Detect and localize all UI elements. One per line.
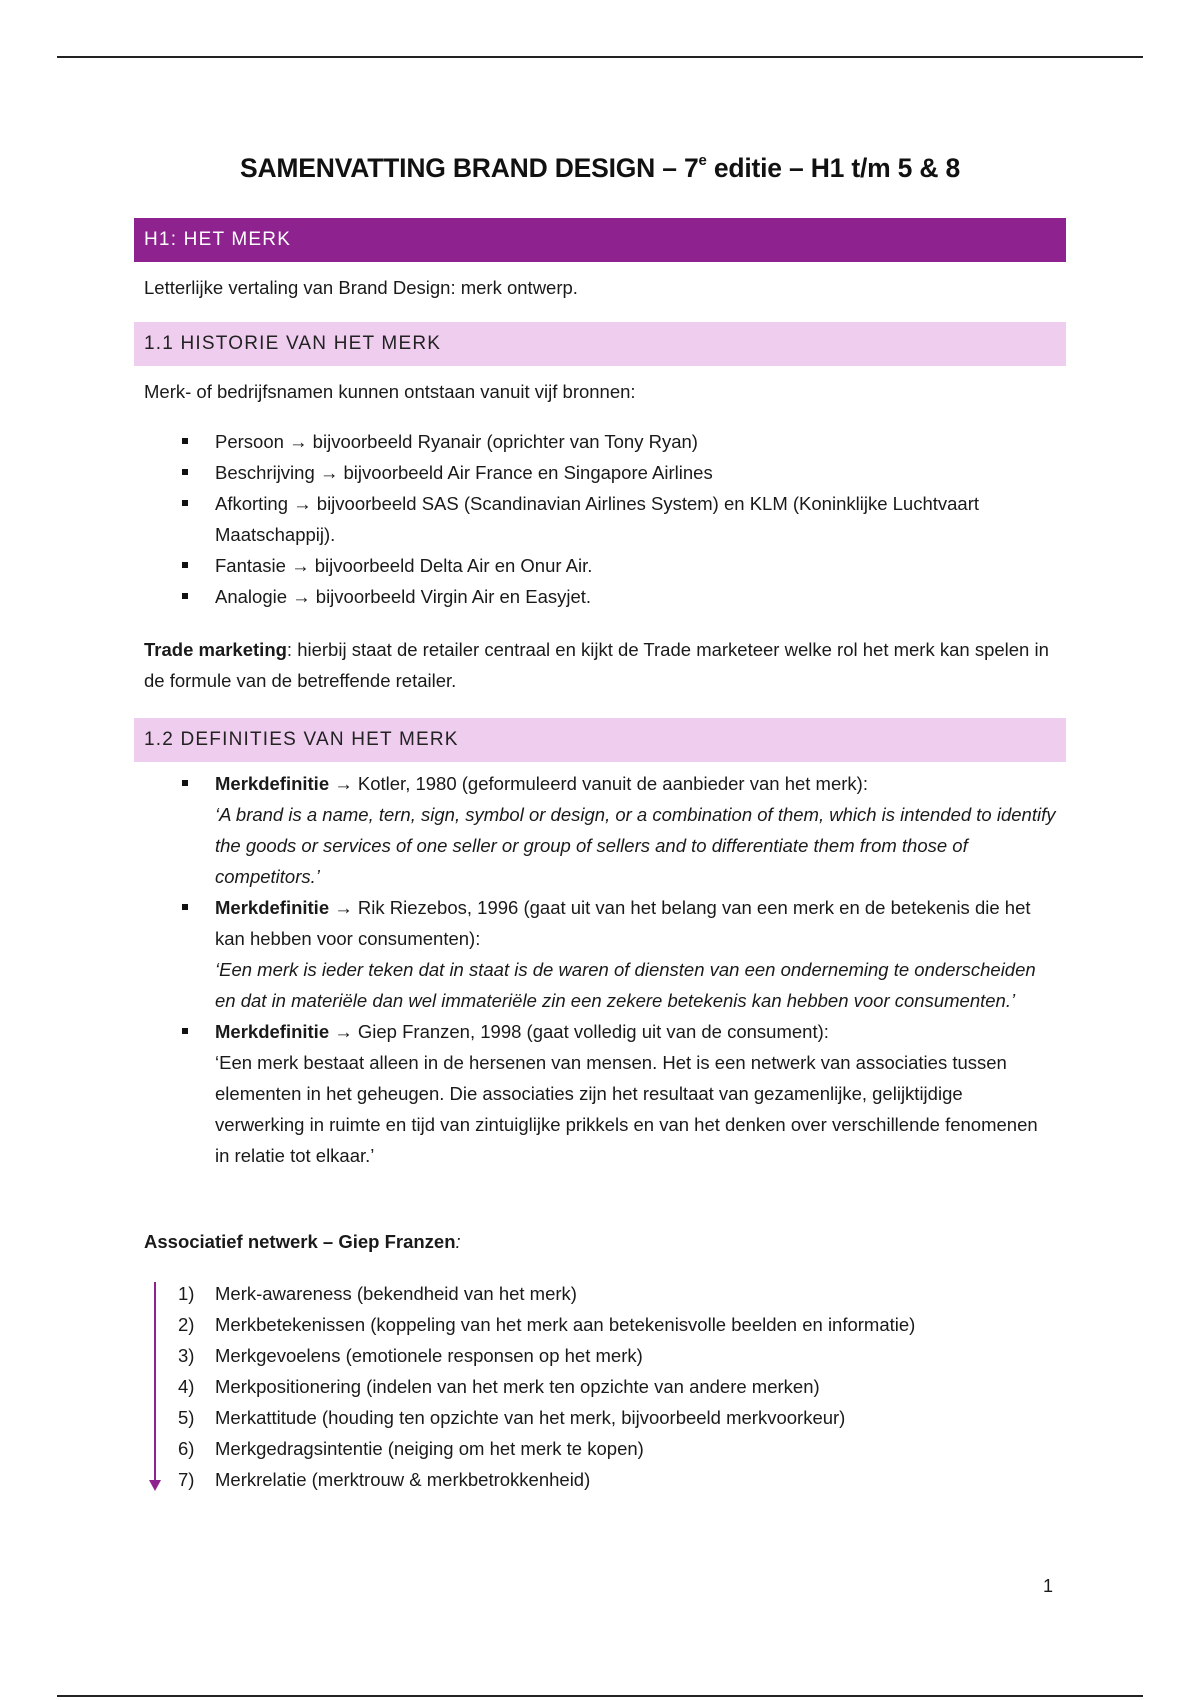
definition-item: Merkdefinitie → Giep Franzen, 1998 (gaat volledig uit van de consument): ‘Een merk bestaat alleen in de hersenen van mensen. Het is een netwerk van associaties tussen elementen in het geheugen. Die associaties zijn het resultaat van gezamenlijke, gelijktijdige verwerking in ruimte en tijd van zintuiglijke prikkels en van het denken over verschillende fenomenen in relatie tot elkaar.’ bbox=[134, 1016, 1066, 1171]
definition-quote: ‘A brand is a name, tern, sign, symbol or design, or a combination of them, which is intended to identify the goods or services of one seller or group of sellers and to differentiate them from those of competitors.’ bbox=[215, 804, 1056, 887]
list-item: 3) Merkgevoelens (emotionele responsen op het merk) bbox=[178, 1345, 643, 1366]
trade-marketing-paragraph: Trade marketing: hierbij staat de retailer centraal en kijkt de Trade marketeer welke rol het merk kan spelen in de formule van de betreffende retailer. bbox=[144, 639, 1049, 691]
chapter-heading-h1: H1: HET MERK bbox=[134, 218, 1066, 262]
footer-rule bbox=[57, 1695, 1143, 1697]
definition-item: Merkdefinitie → Kotler, 1980 (geformuleerd vanuit de aanbieder van het merk): ‘A brand is a name, tern, sign, symbol or design, or a combination of them, which is intended to identify the goods or services of one seller or group of sellers and to differentiate them from those of competitors.’ bbox=[134, 768, 1066, 892]
bullet-icon bbox=[182, 904, 188, 910]
list-item: Persoon → bijvoorbeeld Ryanair (oprichter van Tony Ryan) bbox=[134, 426, 1066, 457]
bullet-icon bbox=[182, 438, 188, 444]
list-item: 7) Merkrelatie (merktrouw & merkbetrokkenheid) bbox=[178, 1469, 591, 1490]
definition-quote: ‘Een merk bestaat alleen in de hersenen van mensen. Het is een netwerk van associaties tussen elementen in het geheugen. Die associaties zijn het resultaat van gezamenlijke, gelijktijdige verwerking in ruimte en tijd van zintuiglijke prikkels en van het denken over verschillende fenomenen in relatie tot elkaar.’ bbox=[215, 1052, 1038, 1166]
bullet-icon bbox=[182, 562, 188, 568]
list-item: Fantasie → bijvoorbeeld Delta Air en Onur Air. bbox=[134, 550, 1066, 581]
list-item: 4) Merkpositionering (indelen van het merk ten opzichte van andere merken) bbox=[178, 1376, 820, 1397]
list-item: 5) Merkattitude (houding ten opzichte van het merk, bijvoorbeeld merkvoorkeur) bbox=[178, 1407, 846, 1428]
bullet-icon bbox=[182, 593, 188, 599]
bullet-icon bbox=[182, 1028, 188, 1034]
list-item: 1) Merk-awareness (bekendheid van het merk) bbox=[178, 1283, 577, 1304]
association-network-list bbox=[134, 1278, 1066, 1495]
definitions-list bbox=[134, 768, 1066, 1171]
list-item: 6) Merkgedragsintentie (neiging om het merk te kopen) bbox=[178, 1438, 644, 1459]
section-heading-1-1: 1.1 HISTORIE VAN HET MERK bbox=[134, 322, 1066, 366]
bullet-icon bbox=[182, 500, 188, 506]
definition-item: Merkdefinitie → Rik Riezebos, 1996 (gaat uit van het belang van een merk en de betekenis die het kan hebben voor consumenten): ‘Een merk is ieder teken dat in staat is de waren of diensten van een onderneming te onderscheiden en dat in materiële dan wel immateriële zin een zekere betekenis kan hebben voor consumenten.’ bbox=[134, 892, 1066, 1016]
bullet-icon bbox=[182, 469, 188, 475]
page-number: 1 bbox=[1043, 1576, 1054, 1596]
network-heading: Associatief netwerk – Giep Franzen: bbox=[144, 1231, 461, 1252]
document-title: SAMENVATTING BRAND DESIGN – 7e editie – H1 t/m 5 & 8 bbox=[240, 152, 960, 183]
list-item: Afkorting → bijvoorbeeld SAS (Scandinavian Airlines System) en KLM (Koninklijke Luchtvaart Maatschappij). bbox=[134, 488, 1066, 550]
list-item: 2) Merkbetekenissen (koppeling van het merk aan betekenisvolle beelden en informatie) bbox=[178, 1314, 916, 1335]
bullet-icon bbox=[182, 780, 188, 786]
header-rule bbox=[57, 56, 1143, 58]
list-item: Beschrijving → bijvoorbeeld Air France en Singapore Airlines bbox=[134, 457, 1066, 488]
list-item: Analogie → bijvoorbeeld Virgin Air en Easyjet. bbox=[134, 581, 1066, 612]
name-sources-list bbox=[134, 426, 1066, 612]
definition-quote: ‘Een merk is ieder teken dat in staat is de waren of diensten van een onderneming te onderscheiden en dat in materiële dan wel immateriële zin een zekere betekenis kan hebben voor consumenten.’ bbox=[215, 959, 1036, 1011]
section-heading-1-2: 1.2 DEFINITIES VAN HET MERK bbox=[134, 718, 1066, 762]
section-1-1-intro: Merk- of bedrijfsnamen kunnen ontstaan vanuit vijf bronnen: bbox=[144, 381, 636, 402]
chapter-intro: Letterlijke vertaling van Brand Design: merk ontwerp. bbox=[144, 277, 578, 298]
trade-marketing-term: Trade marketing bbox=[144, 639, 287, 660]
